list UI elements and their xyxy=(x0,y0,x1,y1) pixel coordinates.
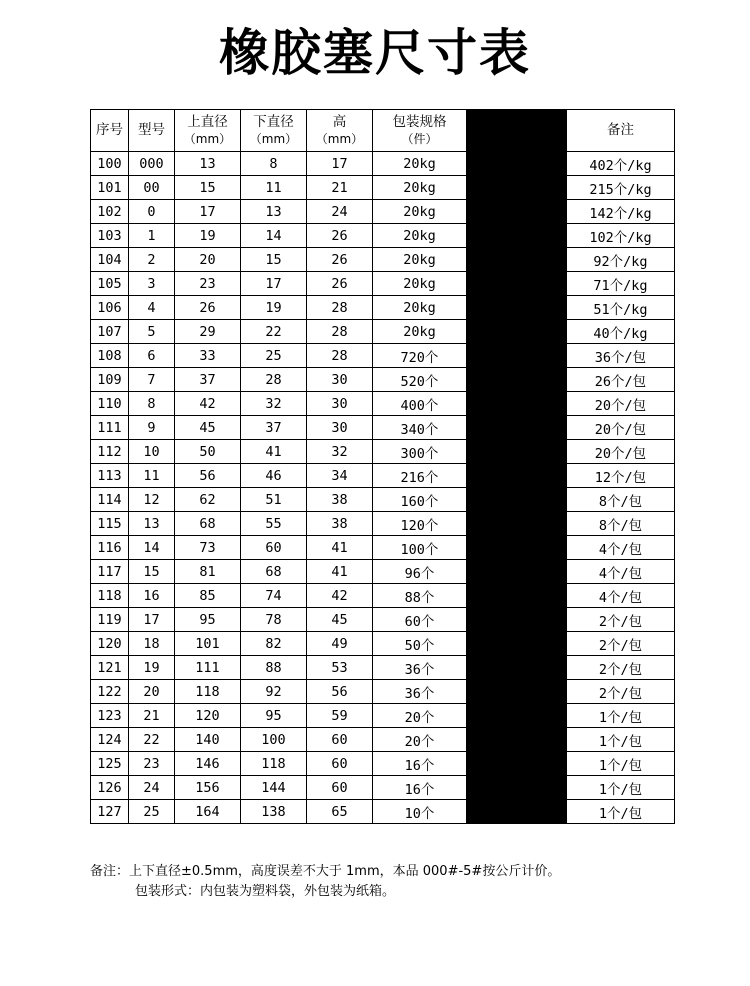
cell-seq: 111 xyxy=(91,416,129,440)
cell-seq: 120 xyxy=(91,632,129,656)
cell-packing: 300个 xyxy=(373,440,467,464)
cell-seq: 126 xyxy=(91,776,129,800)
cell-seq: 125 xyxy=(91,752,129,776)
cell-remark: 2个/包 xyxy=(567,680,675,704)
cell-redacted xyxy=(467,656,567,680)
cell-height: 28 xyxy=(307,296,373,320)
cell-top-diameter: 164 xyxy=(175,800,241,824)
cell-remark: 2个/包 xyxy=(567,608,675,632)
cell-top-diameter: 19 xyxy=(175,224,241,248)
cell-bottom-diameter: 82 xyxy=(241,632,307,656)
cell-model: 00 xyxy=(129,176,175,200)
cell-height: 21 xyxy=(307,176,373,200)
cell-packing: 100个 xyxy=(373,536,467,560)
cell-model: 23 xyxy=(129,752,175,776)
cell-height: 28 xyxy=(307,320,373,344)
cell-redacted xyxy=(467,296,567,320)
table-body xyxy=(91,152,675,824)
cell-bottom-diameter: 68 xyxy=(241,560,307,584)
cell-bottom-diameter: 8 xyxy=(241,152,307,176)
cell-packing: 20kg xyxy=(373,200,467,224)
cell-redacted xyxy=(467,248,567,272)
cell-height: 60 xyxy=(307,752,373,776)
cell-model: 18 xyxy=(129,632,175,656)
cell-redacted xyxy=(467,560,567,584)
cell-redacted xyxy=(467,416,567,440)
table-row xyxy=(91,608,675,632)
cell-model: 8 xyxy=(129,392,175,416)
cell-height: 45 xyxy=(307,608,373,632)
cell-height: 26 xyxy=(307,224,373,248)
table-row xyxy=(91,776,675,800)
cell-remark: 1个/包 xyxy=(567,776,675,800)
cell-seq: 114 xyxy=(91,488,129,512)
cell-remark: 2个/包 xyxy=(567,632,675,656)
cell-top-diameter: 140 xyxy=(175,728,241,752)
table-row xyxy=(91,536,675,560)
cell-top-diameter: 26 xyxy=(175,296,241,320)
size-table xyxy=(90,109,675,824)
cell-redacted xyxy=(467,488,567,512)
cell-top-diameter: 33 xyxy=(175,344,241,368)
cell-remark: 2个/包 xyxy=(567,656,675,680)
cell-bottom-diameter: 15 xyxy=(241,248,307,272)
cell-redacted xyxy=(467,728,567,752)
header-packing: 包装规格 （件） xyxy=(373,110,467,152)
cell-packing: 720个 xyxy=(373,344,467,368)
cell-height: 32 xyxy=(307,440,373,464)
header-top-diameter-unit: （mm） xyxy=(183,131,232,146)
cell-remark: 20个/包 xyxy=(567,392,675,416)
cell-bottom-diameter: 92 xyxy=(241,680,307,704)
cell-top-diameter: 13 xyxy=(175,152,241,176)
cell-model: 11 xyxy=(129,464,175,488)
cell-height: 60 xyxy=(307,728,373,752)
cell-packing: 160个 xyxy=(373,488,467,512)
cell-height: 30 xyxy=(307,392,373,416)
cell-top-diameter: 50 xyxy=(175,440,241,464)
table-row xyxy=(91,200,675,224)
cell-packing: 88个 xyxy=(373,584,467,608)
cell-packing: 36个 xyxy=(373,680,467,704)
header-seq: 序号 xyxy=(91,110,129,152)
cell-remark: 51个/kg xyxy=(567,296,675,320)
cell-top-diameter: 20 xyxy=(175,248,241,272)
table-row xyxy=(91,656,675,680)
cell-redacted xyxy=(467,680,567,704)
cell-redacted xyxy=(467,584,567,608)
header-height: 高 （mm） xyxy=(307,110,373,152)
cell-seq: 116 xyxy=(91,536,129,560)
cell-bottom-diameter: 51 xyxy=(241,488,307,512)
cell-bottom-diameter: 60 xyxy=(241,536,307,560)
table-row xyxy=(91,248,675,272)
cell-remark: 71个/kg xyxy=(567,272,675,296)
cell-packing: 36个 xyxy=(373,656,467,680)
cell-top-diameter: 23 xyxy=(175,272,241,296)
cell-seq: 104 xyxy=(91,248,129,272)
cell-model: 10 xyxy=(129,440,175,464)
cell-seq: 100 xyxy=(91,152,129,176)
cell-remark: 8个/包 xyxy=(567,488,675,512)
cell-model: 2 xyxy=(129,248,175,272)
table-row xyxy=(91,296,675,320)
cell-packing: 60个 xyxy=(373,608,467,632)
cell-redacted xyxy=(467,800,567,824)
cell-packing: 20kg xyxy=(373,152,467,176)
cell-top-diameter: 120 xyxy=(175,704,241,728)
cell-bottom-diameter: 46 xyxy=(241,464,307,488)
table-row xyxy=(91,752,675,776)
cell-seq: 109 xyxy=(91,368,129,392)
cell-remark: 20个/包 xyxy=(567,416,675,440)
cell-height: 49 xyxy=(307,632,373,656)
cell-top-diameter: 81 xyxy=(175,560,241,584)
cell-redacted xyxy=(467,344,567,368)
cell-seq: 102 xyxy=(91,200,129,224)
cell-packing: 340个 xyxy=(373,416,467,440)
cell-packing: 216个 xyxy=(373,464,467,488)
cell-seq: 122 xyxy=(91,680,129,704)
cell-top-diameter: 85 xyxy=(175,584,241,608)
cell-bottom-diameter: 138 xyxy=(241,800,307,824)
cell-bottom-diameter: 14 xyxy=(241,224,307,248)
cell-height: 41 xyxy=(307,560,373,584)
cell-redacted xyxy=(467,704,567,728)
cell-bottom-diameter: 95 xyxy=(241,704,307,728)
table-row xyxy=(91,488,675,512)
cell-redacted xyxy=(467,608,567,632)
cell-bottom-diameter: 25 xyxy=(241,344,307,368)
cell-remark: 102个/kg xyxy=(567,224,675,248)
cell-packing: 16个 xyxy=(373,776,467,800)
page-title: 橡胶塞尺寸表 xyxy=(219,24,531,82)
cell-height: 26 xyxy=(307,272,373,296)
cell-packing: 10个 xyxy=(373,800,467,824)
cell-packing: 20kg xyxy=(373,272,467,296)
cell-bottom-diameter: 13 xyxy=(241,200,307,224)
cell-top-diameter: 29 xyxy=(175,320,241,344)
cell-redacted xyxy=(467,392,567,416)
cell-seq: 112 xyxy=(91,440,129,464)
note-packaging: 包装形式：内包装为塑料袋，外包装为纸箱。 xyxy=(135,884,396,899)
cell-top-diameter: 118 xyxy=(175,680,241,704)
cell-model: 7 xyxy=(129,368,175,392)
cell-remark: 1个/包 xyxy=(567,728,675,752)
header-redacted xyxy=(467,110,567,152)
table-row xyxy=(91,584,675,608)
cell-model: 16 xyxy=(129,584,175,608)
cell-top-diameter: 56 xyxy=(175,464,241,488)
cell-remark: 215个/kg xyxy=(567,176,675,200)
cell-top-diameter: 17 xyxy=(175,200,241,224)
cell-model: 4 xyxy=(129,296,175,320)
cell-model: 0 xyxy=(129,200,175,224)
cell-height: 34 xyxy=(307,464,373,488)
cell-bottom-diameter: 88 xyxy=(241,656,307,680)
note-tolerance: 备注：上下直径±0.5mm，高度误差不大于 1mm，本品 000#-5#按公斤计价。 xyxy=(90,864,561,879)
header-top-diameter: 上直径 （mm） xyxy=(175,110,241,152)
cell-packing: 20kg xyxy=(373,320,467,344)
cell-packing: 16个 xyxy=(373,752,467,776)
cell-remark: 92个/kg xyxy=(567,248,675,272)
cell-bottom-diameter: 11 xyxy=(241,176,307,200)
table-row xyxy=(91,728,675,752)
cell-packing: 20个 xyxy=(373,728,467,752)
cell-remark: 1个/包 xyxy=(567,752,675,776)
cell-top-diameter: 37 xyxy=(175,368,241,392)
cell-remark: 8个/包 xyxy=(567,512,675,536)
cell-redacted xyxy=(467,224,567,248)
cell-seq: 106 xyxy=(91,296,129,320)
cell-remark: 26个/包 xyxy=(567,368,675,392)
cell-packing: 120个 xyxy=(373,512,467,536)
table-row xyxy=(91,224,675,248)
cell-packing: 20kg xyxy=(373,248,467,272)
table-row xyxy=(91,392,675,416)
cell-bottom-diameter: 100 xyxy=(241,728,307,752)
table-row xyxy=(91,632,675,656)
cell-top-diameter: 73 xyxy=(175,536,241,560)
table-row xyxy=(91,680,675,704)
cell-top-diameter: 62 xyxy=(175,488,241,512)
cell-seq: 127 xyxy=(91,800,129,824)
notes xyxy=(90,862,560,902)
cell-packing: 20kg xyxy=(373,224,467,248)
cell-seq: 113 xyxy=(91,464,129,488)
header-packing-unit: （件） xyxy=(401,131,438,146)
cell-height: 30 xyxy=(307,368,373,392)
cell-remark: 402个/kg xyxy=(567,152,675,176)
cell-redacted xyxy=(467,464,567,488)
table-row xyxy=(91,440,675,464)
cell-remark: 1个/包 xyxy=(567,704,675,728)
cell-bottom-diameter: 55 xyxy=(241,512,307,536)
table-row xyxy=(91,704,675,728)
cell-model: 13 xyxy=(129,512,175,536)
header-bottom-diameter: 下直径 （mm） xyxy=(241,110,307,152)
cell-packing: 20kg xyxy=(373,296,467,320)
cell-height: 17 xyxy=(307,152,373,176)
cell-height: 42 xyxy=(307,584,373,608)
cell-model: 20 xyxy=(129,680,175,704)
cell-packing: 20个 xyxy=(373,704,467,728)
cell-bottom-diameter: 78 xyxy=(241,608,307,632)
cell-redacted xyxy=(467,272,567,296)
cell-seq: 119 xyxy=(91,608,129,632)
table-row xyxy=(91,344,675,368)
table-row xyxy=(91,368,675,392)
cell-bottom-diameter: 22 xyxy=(241,320,307,344)
cell-packing: 96个 xyxy=(373,560,467,584)
cell-redacted xyxy=(467,440,567,464)
cell-bottom-diameter: 74 xyxy=(241,584,307,608)
cell-model: 22 xyxy=(129,728,175,752)
cell-model: 1 xyxy=(129,224,175,248)
cell-top-diameter: 146 xyxy=(175,752,241,776)
table-row xyxy=(91,152,675,176)
cell-redacted xyxy=(467,536,567,560)
cell-seq: 103 xyxy=(91,224,129,248)
cell-remark: 4个/包 xyxy=(567,536,675,560)
cell-remark: 12个/包 xyxy=(567,464,675,488)
cell-model: 14 xyxy=(129,536,175,560)
cell-height: 30 xyxy=(307,416,373,440)
header-height-unit: （mm） xyxy=(315,131,364,146)
cell-remark: 1个/包 xyxy=(567,800,675,824)
cell-model: 12 xyxy=(129,488,175,512)
cell-height: 38 xyxy=(307,512,373,536)
cell-top-diameter: 156 xyxy=(175,776,241,800)
cell-seq: 123 xyxy=(91,704,129,728)
cell-seq: 118 xyxy=(91,584,129,608)
cell-remark: 4个/包 xyxy=(567,560,675,584)
header-bottom-diameter-unit: （mm） xyxy=(249,131,298,146)
cell-bottom-diameter: 32 xyxy=(241,392,307,416)
cell-model: 5 xyxy=(129,320,175,344)
cell-top-diameter: 45 xyxy=(175,416,241,440)
cell-model: 21 xyxy=(129,704,175,728)
cell-seq: 110 xyxy=(91,392,129,416)
cell-redacted xyxy=(467,320,567,344)
cell-model: 15 xyxy=(129,560,175,584)
cell-top-diameter: 42 xyxy=(175,392,241,416)
cell-model: 17 xyxy=(129,608,175,632)
cell-seq: 101 xyxy=(91,176,129,200)
cell-redacted xyxy=(467,752,567,776)
cell-bottom-diameter: 19 xyxy=(241,296,307,320)
table-row xyxy=(91,560,675,584)
cell-bottom-diameter: 118 xyxy=(241,752,307,776)
cell-redacted xyxy=(467,776,567,800)
cell-bottom-diameter: 41 xyxy=(241,440,307,464)
cell-top-diameter: 95 xyxy=(175,608,241,632)
cell-redacted xyxy=(467,368,567,392)
cell-height: 53 xyxy=(307,656,373,680)
cell-height: 41 xyxy=(307,536,373,560)
cell-height: 26 xyxy=(307,248,373,272)
cell-model: 19 xyxy=(129,656,175,680)
cell-remark: 20个/包 xyxy=(567,440,675,464)
cell-seq: 121 xyxy=(91,656,129,680)
table-row xyxy=(91,512,675,536)
cell-remark: 40个/kg xyxy=(567,320,675,344)
cell-packing: 50个 xyxy=(373,632,467,656)
cell-remark: 4个/包 xyxy=(567,584,675,608)
cell-height: 56 xyxy=(307,680,373,704)
table-row xyxy=(91,416,675,440)
cell-height: 59 xyxy=(307,704,373,728)
cell-model: 24 xyxy=(129,776,175,800)
cell-model: 3 xyxy=(129,272,175,296)
cell-packing: 400个 xyxy=(373,392,467,416)
cell-remark: 36个/包 xyxy=(567,344,675,368)
table-row xyxy=(91,272,675,296)
cell-bottom-diameter: 17 xyxy=(241,272,307,296)
cell-height: 28 xyxy=(307,344,373,368)
header-remark: 备注 xyxy=(567,110,675,152)
table-row xyxy=(91,176,675,200)
cell-height: 38 xyxy=(307,488,373,512)
cell-redacted xyxy=(467,632,567,656)
cell-redacted xyxy=(467,176,567,200)
cell-seq: 117 xyxy=(91,560,129,584)
cell-seq: 107 xyxy=(91,320,129,344)
cell-height: 60 xyxy=(307,776,373,800)
cell-packing: 20kg xyxy=(373,176,467,200)
cell-redacted xyxy=(467,152,567,176)
table-row xyxy=(91,800,675,824)
cell-top-diameter: 111 xyxy=(175,656,241,680)
cell-seq: 124 xyxy=(91,728,129,752)
cell-height: 24 xyxy=(307,200,373,224)
cell-bottom-diameter: 28 xyxy=(241,368,307,392)
cell-redacted xyxy=(467,200,567,224)
header-row xyxy=(91,110,675,152)
cell-bottom-diameter: 37 xyxy=(241,416,307,440)
cell-bottom-diameter: 144 xyxy=(241,776,307,800)
cell-top-diameter: 15 xyxy=(175,176,241,200)
cell-model: 000 xyxy=(129,152,175,176)
table-row xyxy=(91,320,675,344)
cell-height: 65 xyxy=(307,800,373,824)
cell-model: 9 xyxy=(129,416,175,440)
cell-seq: 108 xyxy=(91,344,129,368)
table-row xyxy=(91,464,675,488)
cell-seq: 105 xyxy=(91,272,129,296)
cell-model: 25 xyxy=(129,800,175,824)
cell-top-diameter: 68 xyxy=(175,512,241,536)
cell-model: 6 xyxy=(129,344,175,368)
cell-top-diameter: 101 xyxy=(175,632,241,656)
header-model: 型号 xyxy=(129,110,175,152)
cell-packing: 520个 xyxy=(373,368,467,392)
cell-remark: 142个/kg xyxy=(567,200,675,224)
cell-seq: 115 xyxy=(91,512,129,536)
cell-redacted xyxy=(467,512,567,536)
